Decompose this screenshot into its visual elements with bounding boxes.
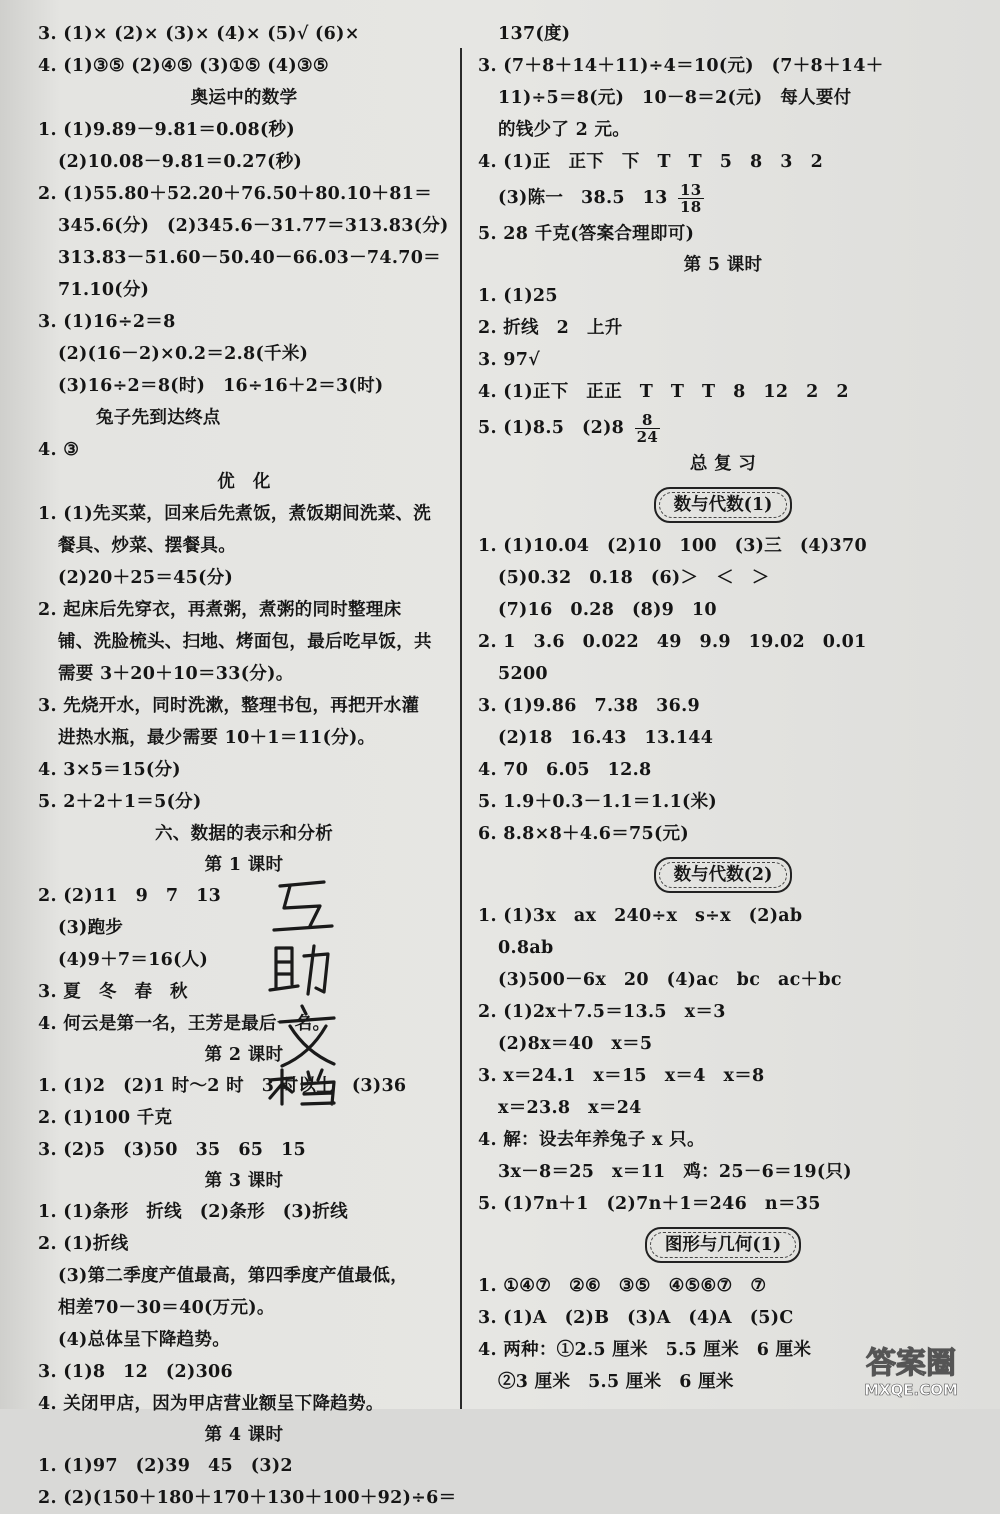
topic-label: 数与代数(2) <box>654 857 793 893</box>
answer-line: 5. 2＋2＋1＝5(分) <box>38 792 202 812</box>
answer-line: 3. 夏 冬 春 秋 <box>38 982 188 1002</box>
answer-line: 4. 70 6.05 12.8 <box>478 760 652 780</box>
answer-line: 3. (1)× (2)× (3)× (4)× (5)√ (6)× <box>38 24 360 44</box>
answer-line: (4)9＋7＝16(人) <box>58 950 209 970</box>
section-title: 总 复 习 <box>689 454 757 474</box>
answer-line: 2. 折线 2 上升 <box>478 318 623 338</box>
lesson-title: 第 3 课时 <box>204 1171 284 1191</box>
fraction <box>678 182 703 215</box>
answer-line: 2. (1)2x＋7.5＝13.5 x＝3 <box>478 1002 726 1022</box>
answer-line: 71.10(分) <box>58 280 150 300</box>
answer-line: 3. (1)9.86 7.38 36.9 <box>478 696 700 716</box>
watermark-logo <box>836 1339 986 1401</box>
answer-line: 3. (2)5 (3)50 35 65 15 <box>38 1140 307 1160</box>
answer-line: 345.6(分) (2)345.6－31.77＝313.83(分) <box>58 216 449 236</box>
answer-line: 4. 两种：①2.5 厘米 5.5 厘米 6 厘米 <box>478 1340 812 1360</box>
answer-line: 的钱少了 2 元。 <box>498 120 631 140</box>
answer-line: (2)20＋25＝45(分) <box>58 568 234 588</box>
answer-line: x＝23.8 x＝24 <box>498 1098 642 1118</box>
topic-label: 图形与几何(1) <box>645 1227 801 1263</box>
answer-line: 1. (1)条形 折线 (2)条形 (3)折线 <box>38 1202 348 1222</box>
answer-line: 2. (1)100 千克 <box>38 1108 173 1128</box>
answer-line: 4. ③ <box>38 440 80 460</box>
answer-line: (2)10.08－9.81＝0.27(秒) <box>58 152 303 172</box>
answer-line: 3. 97√ <box>478 350 541 370</box>
topic-header <box>478 850 968 900</box>
lesson-title: 第 4 课时 <box>204 1425 284 1445</box>
answer-line: 5. (1)7n＋1 (2)7n＋1＝246 n＝35 <box>478 1194 821 1214</box>
answer-line: 4. 3×5＝15(分) <box>38 760 181 780</box>
left-column <box>38 18 457 1514</box>
answer-line: 3. (7＋8＋14＋11)÷4＝10(元) (7＋8＋14＋ <box>478 56 884 76</box>
answer-line: 2. 起床后先穿衣，再煮粥，煮粥的同时整理床 <box>38 600 402 620</box>
watermark-main: 答案圈 <box>866 1346 956 1381</box>
answer-line: 1. (1)2 (2)1 时～2 时 3 时以上 (3)36 <box>38 1076 407 1096</box>
answer-line: 1. ①④⑦ ②⑥ ③⑤ ④⑤⑥⑦ ⑦ <box>478 1276 767 1296</box>
right-column <box>478 18 968 1398</box>
answer-line: 313.83－51.60－50.40－66.03－74.70＝ <box>58 248 441 268</box>
answer-line: 1. (1)先买菜，回来后先煮饭，煮饭期间洗菜、洗 <box>38 504 432 524</box>
answer-line: 2. (1)55.80＋52.20＋76.50＋80.10＋81＝ <box>38 184 433 204</box>
answer-text: (3)陈一 38.5 13 <box>498 188 668 208</box>
answer-line: 5. 28 千克(答案合理即可) <box>478 224 695 244</box>
answer-line: (4)总体呈下降趋势。 <box>58 1330 231 1350</box>
answer-line: (3)第二季度产值最高，第四季度产值最低， <box>58 1266 409 1286</box>
answer-line: 4. 关闭甲店，因为甲店营业额呈下降趋势。 <box>38 1394 384 1414</box>
answer-line <box>478 178 968 218</box>
answer-line: 3. 先烧开水，同时洗漱，整理书包，再把开水灌 <box>38 696 420 716</box>
answer-line: 3. (1)8 12 (2)306 <box>38 1362 233 1382</box>
lesson-title: 第 1 课时 <box>204 855 284 875</box>
fraction-numerator: 8 <box>635 412 660 429</box>
answer-line: (5)0.32 0.18 (6)＞ ＜ ＞ <box>498 568 770 588</box>
answer-line: 相差70－30＝40(万元)。 <box>58 1298 275 1318</box>
column-divider <box>460 48 462 1409</box>
answer-line: 1. (1)3x ax 240÷x s÷x (2)ab <box>478 906 803 926</box>
answer-line: 0.8ab <box>498 938 554 958</box>
section-title: 奥运中的数学 <box>190 88 298 108</box>
fraction <box>635 412 660 445</box>
answer-line: 餐具、炒菜、摆餐具。 <box>58 536 236 556</box>
section-title: 六、数据的表示和分析 <box>155 824 333 844</box>
answer-line: 4. 解：设去年养兔子 x 只。 <box>478 1130 705 1150</box>
answer-text: 5. (1)8.5 (2)8 <box>478 418 625 438</box>
answer-line <box>478 408 968 448</box>
section-title: 优 化 <box>217 472 271 492</box>
answer-line: 3x－8＝25 x＝11 鸡：25－6＝19(只) <box>498 1162 852 1182</box>
answer-line: 铺、洗脸梳头、扫地、烤面包，最后吃早饭，共 <box>58 632 432 652</box>
fraction-numerator: 13 <box>680 181 702 199</box>
answer-line: 3. (1)A (2)B (3)A (4)A (5)C <box>478 1308 794 1328</box>
answer-line: 5. 1.9＋0.3－1.1＝1.1(米) <box>478 792 718 812</box>
answer-line: (3)500－6x 20 (4)ac bc ac＋bc <box>498 970 842 990</box>
topic-header <box>478 480 968 530</box>
answer-line: (7)16 0.28 (8)9 10 <box>498 600 717 620</box>
answer-line: 3. x＝24.1 x＝15 x＝4 x＝8 <box>478 1066 765 1086</box>
answer-line: 2. (2)11 9 7 13 <box>38 886 222 906</box>
answer-line: (2)(16－2)×0.2＝2.8(千米) <box>58 344 309 364</box>
answer-line: 2. (1)折线 <box>38 1234 129 1254</box>
lesson-title: 第 5 课时 <box>683 255 763 275</box>
fraction-denominator: 24 <box>636 428 659 446</box>
answer-line: 1. (1)97 (2)39 45 (3)2 <box>38 1456 293 1476</box>
answer-line: 3. (1)16÷2＝8 <box>38 312 176 332</box>
answer-line: 4. (1)正 正下 下 T T 5 8 3 2 <box>478 152 824 172</box>
answer-line: 4. (1)正下 正正 T T T 8 12 2 2 <box>478 382 849 402</box>
answer-line: 5200 <box>498 664 548 684</box>
answer-line: 137(度) <box>498 24 571 44</box>
fraction-denominator: 18 <box>680 198 702 216</box>
answer-line: 兔子先到达终点 <box>96 408 221 428</box>
answer-line: 6. 8.8×8＋4.6＝75(元) <box>478 824 689 844</box>
handwritten-note-image <box>262 876 352 1106</box>
answer-line: 2. 1 3.6 0.022 49 9.9 19.02 0.01 <box>478 632 867 652</box>
answer-line: 2. (2)(150＋180＋170＋130＋100＋92)÷6＝ <box>38 1488 457 1508</box>
answer-line: (3)跑步 <box>58 918 124 938</box>
answer-line: (3)16÷2＝8(时) 16÷16＋2＝3(时) <box>58 376 384 396</box>
watermark-sub: MXQE.COM <box>864 1381 958 1399</box>
answer-line: 进热水瓶，最少需要 10＋1＝11(分)。 <box>58 728 376 748</box>
answer-line: 1. (1)9.89－9.81＝0.08(秒) <box>38 120 295 140</box>
answer-line: 4. (1)③⑤ (2)④⑤ (3)①⑤ (4)③⑤ <box>38 56 329 76</box>
answer-line: 4. 何云是第一名，王芳是最后一名。 <box>38 1014 331 1034</box>
answer-line: 1. (1)25 <box>478 286 558 306</box>
answer-line: ②3 厘米 5.5 厘米 6 厘米 <box>498 1372 734 1392</box>
lesson-title: 第 2 课时 <box>204 1045 284 1065</box>
answer-line: 11)÷5＝8(元) 10－8＝2(元) 每人要付 <box>498 88 852 108</box>
answer-line: 需要 3＋20＋10＝33(分)。 <box>58 664 294 684</box>
answer-line: (2)8x＝40 x＝5 <box>498 1034 653 1054</box>
topic-label: 数与代数(1) <box>654 487 793 523</box>
topic-header <box>478 1220 968 1270</box>
answer-line: (2)18 16.43 13.144 <box>498 728 714 748</box>
answer-line: 1. (1)10.04 (2)10 100 (3)三 (4)370 <box>478 536 867 556</box>
